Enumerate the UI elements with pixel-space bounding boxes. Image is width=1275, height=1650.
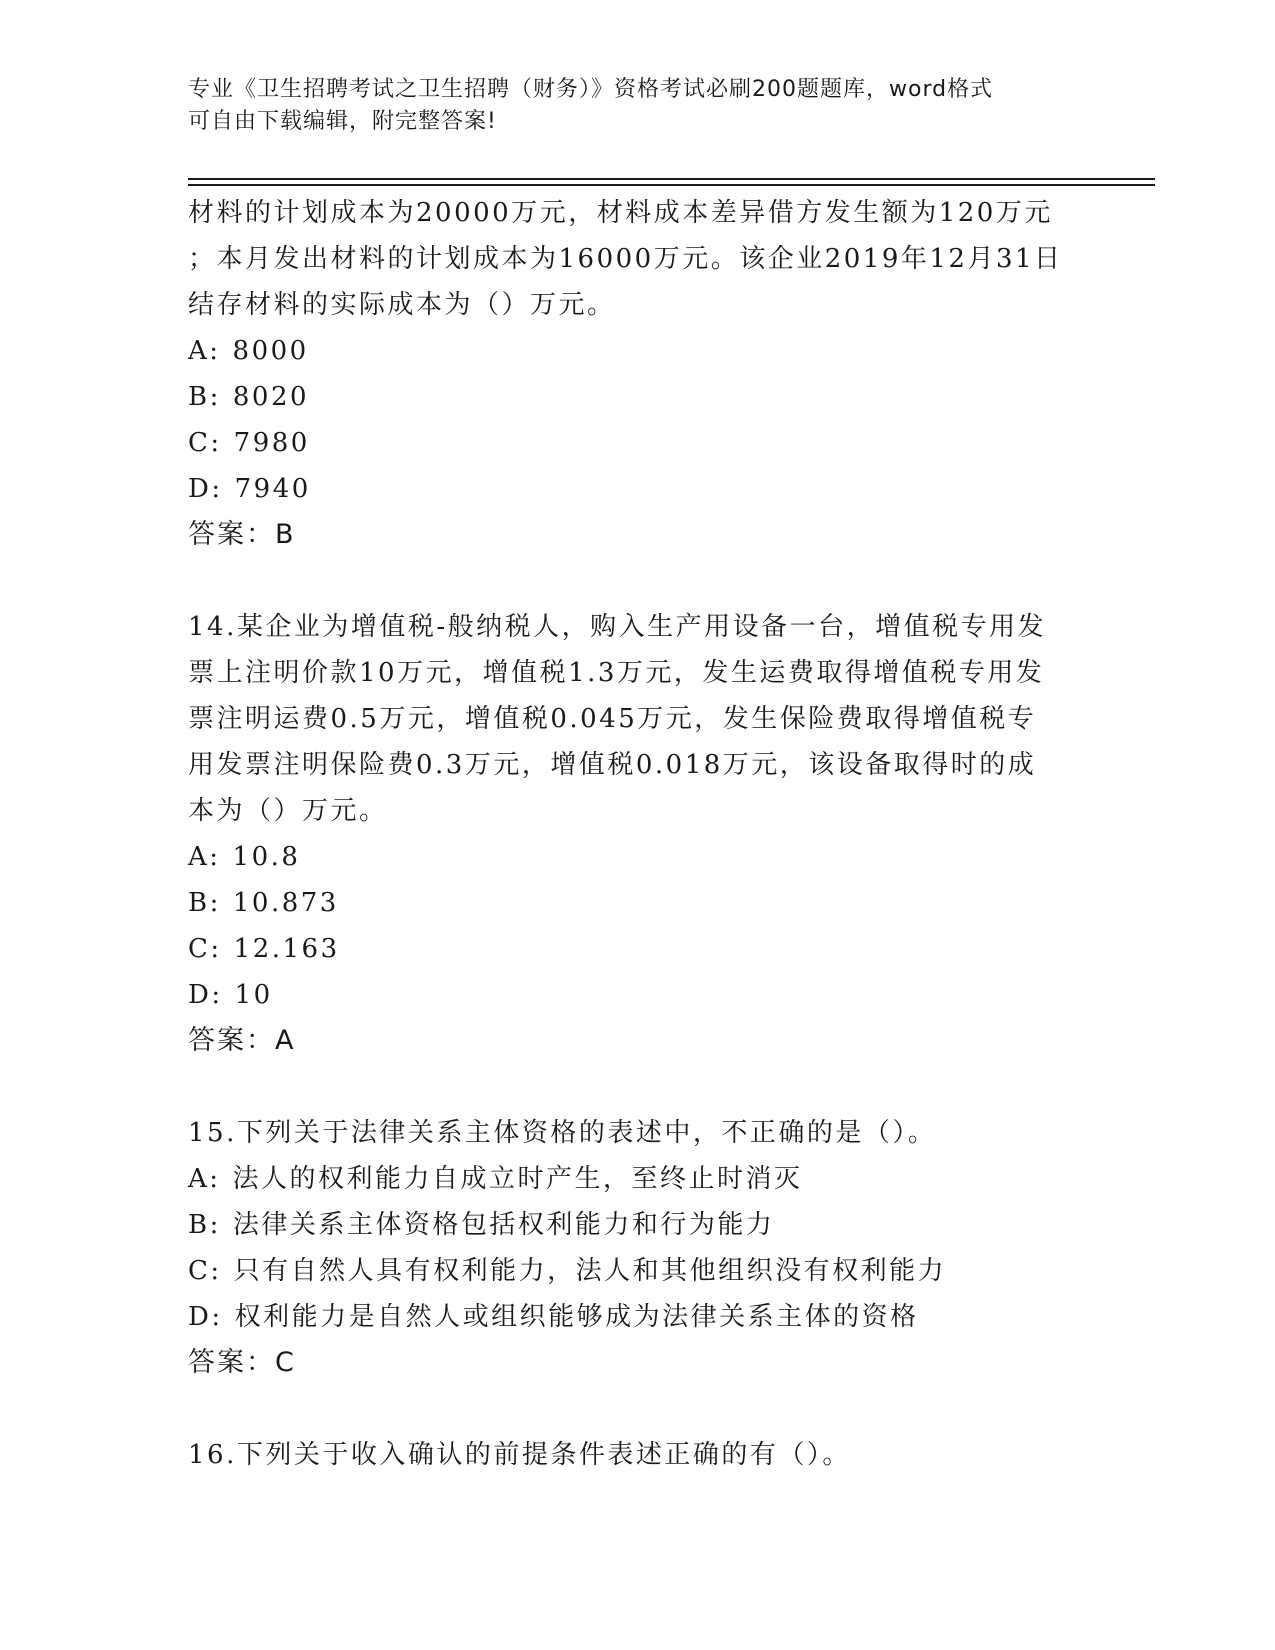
question-stem-line: 材料的计划成本为20000万元，材料成本差异借方发生额为120万元 [188, 198, 1053, 228]
question-stem-line: 票上注明价款10万元，增值税1.3万元，发生运费取得增值税专用发 [188, 658, 1045, 688]
answer-label: 答案：A [188, 1025, 296, 1056]
document-header [188, 74, 1088, 138]
option-d: D: 权利能力是自然人或组织能够成为法律关系主体的资格 [188, 1302, 919, 1332]
question-stem-line: 15.下列关于法律关系主体资格的表述中，不正确的是（）。 [188, 1118, 937, 1148]
option-d: D: 7940 [188, 474, 311, 504]
question-14 [188, 604, 1088, 1064]
option-c: C: 7980 [188, 428, 310, 458]
option-c: C: 只有自然人具有权利能力，法人和其他组织没有权利能力 [188, 1256, 947, 1286]
option-a: A: 10.8 [188, 842, 301, 872]
header-title-line-2: 可自由下载编辑，附完整答案! [188, 109, 497, 134]
header-divider-top [188, 178, 1155, 180]
option-c: C: 12.163 [188, 934, 340, 964]
header-title-line-1: 专业《卫生招聘考试之卫生招聘（财务）》资格考试必刷200题题库，word格式 [188, 77, 994, 102]
spacer [188, 1386, 1088, 1432]
option-b: B: 8020 [188, 382, 310, 412]
option-a: A: 8000 [188, 336, 309, 366]
question-stem-line: 票注明运费0.5万元，增值税0.045万元，发生保险费取得增值税专 [188, 704, 1037, 734]
question-15 [188, 1110, 1088, 1386]
option-b: B: 法律关系主体资格包括权利能力和行为能力 [188, 1210, 775, 1240]
question-stem-line: 本为（）万元。 [188, 796, 388, 826]
header-divider-bottom [188, 184, 1155, 186]
option-a: A: 法人的权利能力自成立时产生，至终止时消灭 [188, 1164, 803, 1194]
question-16 [188, 1432, 1088, 1478]
question-list [188, 190, 1088, 1478]
answer-label: 答案：B [188, 519, 296, 550]
question-stem-line: 16.下列关于收入确认的前提条件表述正确的有（）。 [188, 1440, 851, 1470]
spacer [188, 1064, 1088, 1110]
question-13 [188, 190, 1088, 558]
question-stem-line: 14.某企业为增值税-般纳税人，购入生产用设备一台，增值税专用发 [188, 612, 1047, 642]
answer-label: 答案：C [188, 1347, 296, 1378]
question-stem-line: 用发票注明保险费0.3万元，增值税0.018万元，该设备取得时的成 [188, 750, 1037, 780]
option-b: B: 10.873 [188, 888, 339, 918]
option-d: D: 10 [188, 980, 273, 1010]
spacer [188, 558, 1088, 604]
question-stem-line: 结存材料的实际成本为（）万元。 [188, 290, 616, 320]
question-stem-line: ；本月发出材料的计划成本为16000万元。该企业2019年12月31日 [188, 244, 1063, 274]
